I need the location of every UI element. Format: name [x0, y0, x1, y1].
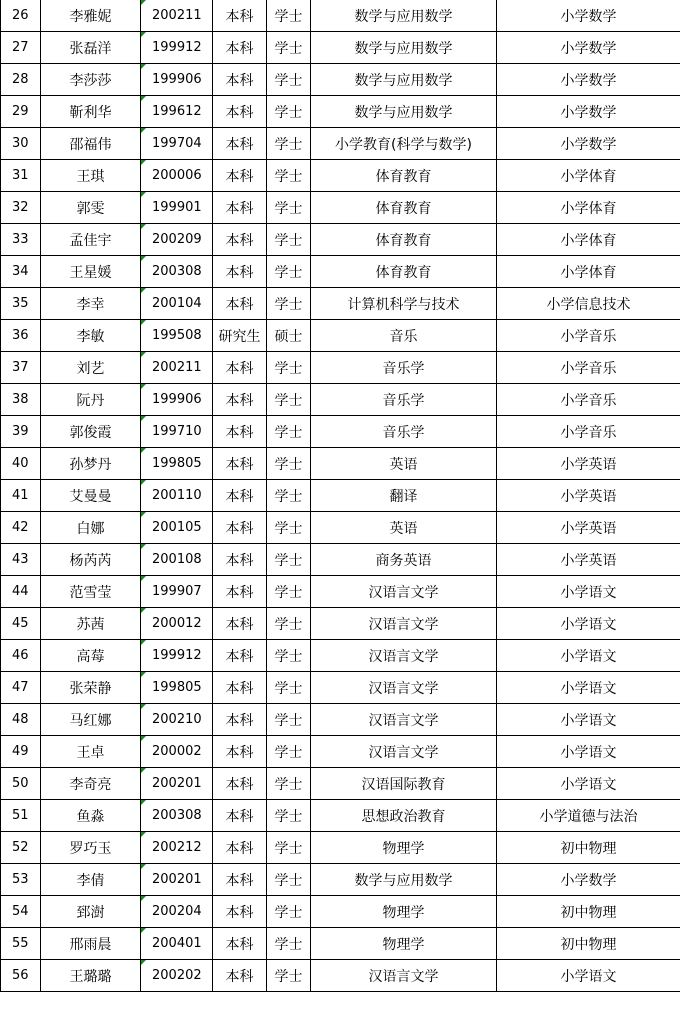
post-cell: 小学体育 [497, 160, 680, 192]
education-cell: 本科 [213, 448, 267, 480]
post-cell: 初中物理 [497, 928, 680, 960]
row-number-cell: 33 [1, 224, 41, 256]
name-cell: 郭雯 [41, 192, 141, 224]
birth-date-cell: 200201 [141, 768, 213, 800]
education-cell: 本科 [213, 128, 267, 160]
post-cell: 小学音乐 [497, 384, 680, 416]
degree-cell: 学士 [267, 96, 311, 128]
table-row [1, 480, 680, 512]
post-cell: 小学信息技术 [497, 288, 680, 320]
birth-date-cell: 199912 [141, 32, 213, 64]
name-cell: 苏茜 [41, 608, 141, 640]
birth-date-cell: 200104 [141, 288, 213, 320]
table-row [1, 64, 680, 96]
birth-date-cell: 199906 [141, 384, 213, 416]
post-cell: 小学语文 [497, 672, 680, 704]
name-cell: 阮丹 [41, 384, 141, 416]
table-row [1, 224, 680, 256]
row-number-cell: 37 [1, 352, 41, 384]
major-cell: 汉语言文学 [311, 704, 497, 736]
name-cell: 马红娜 [41, 704, 141, 736]
name-cell: 李奇亮 [41, 768, 141, 800]
degree-cell: 学士 [267, 64, 311, 96]
row-number-cell: 50 [1, 768, 41, 800]
post-cell: 小学音乐 [497, 352, 680, 384]
education-cell: 本科 [213, 64, 267, 96]
row-number-cell: 43 [1, 544, 41, 576]
row-number-cell: 49 [1, 736, 41, 768]
row-number-cell: 29 [1, 96, 41, 128]
birth-date-cell: 200308 [141, 800, 213, 832]
major-cell: 数学与应用数学 [311, 0, 497, 32]
name-cell: 王璐璐 [41, 960, 141, 992]
major-cell: 汉语言文学 [311, 576, 497, 608]
post-cell: 小学体育 [497, 192, 680, 224]
table-row [1, 96, 680, 128]
post-cell: 小学语文 [497, 576, 680, 608]
name-cell: 白娜 [41, 512, 141, 544]
table-row [1, 832, 680, 864]
table-row [1, 160, 680, 192]
birth-date-cell: 199612 [141, 96, 213, 128]
education-cell: 本科 [213, 864, 267, 896]
degree-cell: 学士 [267, 544, 311, 576]
table-row [1, 640, 680, 672]
birth-date-cell: 200401 [141, 928, 213, 960]
table-row [1, 864, 680, 896]
post-cell: 小学语文 [497, 736, 680, 768]
name-cell: 孙梦丹 [41, 448, 141, 480]
name-cell: 郭俊霞 [41, 416, 141, 448]
table-row [1, 416, 680, 448]
education-cell: 本科 [213, 384, 267, 416]
education-cell: 本科 [213, 480, 267, 512]
major-cell: 数学与应用数学 [311, 96, 497, 128]
degree-cell: 学士 [267, 736, 311, 768]
row-number-cell: 53 [1, 864, 41, 896]
education-cell: 本科 [213, 32, 267, 64]
name-cell: 王琪 [41, 160, 141, 192]
major-cell: 体育教育 [311, 192, 497, 224]
name-cell: 艾曼曼 [41, 480, 141, 512]
degree-cell: 学士 [267, 224, 311, 256]
degree-cell: 学士 [267, 32, 311, 64]
post-cell: 小学体育 [497, 224, 680, 256]
name-cell: 鱼淼 [41, 800, 141, 832]
row-number-cell: 44 [1, 576, 41, 608]
row-number-cell: 45 [1, 608, 41, 640]
name-cell: 李倩 [41, 864, 141, 896]
major-cell: 物理学 [311, 928, 497, 960]
education-cell: 本科 [213, 704, 267, 736]
name-cell: 范雪莹 [41, 576, 141, 608]
degree-cell: 硕士 [267, 320, 311, 352]
birth-date-cell: 200201 [141, 864, 213, 896]
table-row [1, 576, 680, 608]
degree-cell: 学士 [267, 480, 311, 512]
major-cell: 体育教育 [311, 224, 497, 256]
post-cell: 小学语文 [497, 640, 680, 672]
education-cell: 本科 [213, 288, 267, 320]
degree-cell: 学士 [267, 800, 311, 832]
row-number-cell: 36 [1, 320, 41, 352]
major-cell: 音乐学 [311, 416, 497, 448]
post-cell: 小学语文 [497, 960, 680, 992]
name-cell: 李敏 [41, 320, 141, 352]
post-cell: 小学音乐 [497, 320, 680, 352]
degree-cell: 学士 [267, 512, 311, 544]
row-number-cell: 31 [1, 160, 41, 192]
major-cell: 数学与应用数学 [311, 64, 497, 96]
education-cell: 本科 [213, 576, 267, 608]
post-cell: 小学数学 [497, 32, 680, 64]
table-row [1, 288, 680, 320]
post-cell: 小学数学 [497, 0, 680, 32]
row-number-cell: 40 [1, 448, 41, 480]
major-cell: 计算机科学与技术 [311, 288, 497, 320]
row-number-cell: 47 [1, 672, 41, 704]
education-cell: 本科 [213, 416, 267, 448]
table-row [1, 352, 680, 384]
table-row [1, 32, 680, 64]
row-number-cell: 41 [1, 480, 41, 512]
education-cell: 本科 [213, 896, 267, 928]
post-cell: 小学数学 [497, 96, 680, 128]
name-cell: 靳利华 [41, 96, 141, 128]
table-row [1, 128, 680, 160]
education-cell: 本科 [213, 0, 267, 32]
table-row [1, 736, 680, 768]
major-cell: 物理学 [311, 896, 497, 928]
major-cell: 数学与应用数学 [311, 32, 497, 64]
education-cell: 研究生 [213, 320, 267, 352]
row-number-cell: 48 [1, 704, 41, 736]
education-cell: 本科 [213, 256, 267, 288]
degree-cell: 学士 [267, 288, 311, 320]
major-cell: 汉语言文学 [311, 736, 497, 768]
birth-date-cell: 200105 [141, 512, 213, 544]
name-cell: 李幸 [41, 288, 141, 320]
degree-cell: 学士 [267, 160, 311, 192]
degree-cell: 学士 [267, 640, 311, 672]
table-row [1, 672, 680, 704]
birth-date-cell: 199710 [141, 416, 213, 448]
row-number-cell: 55 [1, 928, 41, 960]
name-cell: 李莎莎 [41, 64, 141, 96]
degree-cell: 学士 [267, 672, 311, 704]
row-number-cell: 56 [1, 960, 41, 992]
birth-date-cell: 200210 [141, 704, 213, 736]
row-number-cell: 32 [1, 192, 41, 224]
major-cell: 翻译 [311, 480, 497, 512]
birth-date-cell: 200002 [141, 736, 213, 768]
major-cell: 音乐学 [311, 384, 497, 416]
name-cell: 邵福伟 [41, 128, 141, 160]
major-cell: 英语 [311, 512, 497, 544]
row-number-cell: 39 [1, 416, 41, 448]
table-row [1, 192, 680, 224]
birth-date-cell: 200211 [141, 352, 213, 384]
major-cell: 音乐学 [311, 352, 497, 384]
major-cell: 音乐 [311, 320, 497, 352]
degree-cell: 学士 [267, 0, 311, 32]
education-cell: 本科 [213, 192, 267, 224]
major-cell: 汉语言文学 [311, 640, 497, 672]
education-cell: 本科 [213, 640, 267, 672]
education-cell: 本科 [213, 960, 267, 992]
education-cell: 本科 [213, 544, 267, 576]
post-cell: 小学英语 [497, 512, 680, 544]
major-cell: 汉语言文学 [311, 672, 497, 704]
birth-date-cell: 199906 [141, 64, 213, 96]
table-row [1, 704, 680, 736]
row-number-cell: 51 [1, 800, 41, 832]
education-cell: 本科 [213, 928, 267, 960]
roster-body [1, 0, 680, 992]
name-cell: 邢雨晨 [41, 928, 141, 960]
post-cell: 小学体育 [497, 256, 680, 288]
birth-date-cell: 200108 [141, 544, 213, 576]
name-cell: 张磊洋 [41, 32, 141, 64]
table-row [1, 896, 680, 928]
major-cell: 小学教育(科学与数学) [311, 128, 497, 160]
post-cell: 初中物理 [497, 896, 680, 928]
degree-cell: 学士 [267, 960, 311, 992]
birth-date-cell: 199805 [141, 448, 213, 480]
degree-cell: 学士 [267, 384, 311, 416]
birth-date-cell: 200209 [141, 224, 213, 256]
name-cell: 罗巧玉 [41, 832, 141, 864]
education-cell: 本科 [213, 832, 267, 864]
education-cell: 本科 [213, 96, 267, 128]
birth-date-cell: 200212 [141, 832, 213, 864]
row-number-cell: 46 [1, 640, 41, 672]
major-cell: 物理学 [311, 832, 497, 864]
degree-cell: 学士 [267, 832, 311, 864]
table-row [1, 928, 680, 960]
birth-date-cell: 200211 [141, 0, 213, 32]
education-cell: 本科 [213, 160, 267, 192]
name-cell: 高莓 [41, 640, 141, 672]
birth-date-cell: 200202 [141, 960, 213, 992]
post-cell: 小学语文 [497, 608, 680, 640]
table-row [1, 448, 680, 480]
table-row [1, 800, 680, 832]
post-cell: 小学语文 [497, 768, 680, 800]
major-cell: 体育教育 [311, 256, 497, 288]
birth-date-cell: 200308 [141, 256, 213, 288]
row-number-cell: 26 [1, 0, 41, 32]
degree-cell: 学士 [267, 608, 311, 640]
row-number-cell: 38 [1, 384, 41, 416]
post-cell: 小学英语 [497, 448, 680, 480]
post-cell: 小学英语 [497, 480, 680, 512]
table-row [1, 608, 680, 640]
name-cell: 刘艺 [41, 352, 141, 384]
name-cell: 郅澍 [41, 896, 141, 928]
major-cell: 思想政治教育 [311, 800, 497, 832]
education-cell: 本科 [213, 672, 267, 704]
table-row [1, 384, 680, 416]
major-cell: 数学与应用数学 [311, 864, 497, 896]
table-row [1, 256, 680, 288]
degree-cell: 学士 [267, 416, 311, 448]
major-cell: 英语 [311, 448, 497, 480]
education-cell: 本科 [213, 224, 267, 256]
education-cell: 本科 [213, 512, 267, 544]
major-cell: 商务英语 [311, 544, 497, 576]
major-cell: 体育教育 [311, 160, 497, 192]
name-cell: 杨芮芮 [41, 544, 141, 576]
row-number-cell: 30 [1, 128, 41, 160]
row-number-cell: 52 [1, 832, 41, 864]
degree-cell: 学士 [267, 576, 311, 608]
row-number-cell: 42 [1, 512, 41, 544]
table-row [1, 768, 680, 800]
birth-date-cell: 199901 [141, 192, 213, 224]
degree-cell: 学士 [267, 448, 311, 480]
table-row [1, 0, 680, 32]
row-number-cell: 27 [1, 32, 41, 64]
birth-date-cell: 200204 [141, 896, 213, 928]
table-row [1, 544, 680, 576]
row-number-cell: 54 [1, 896, 41, 928]
major-cell: 汉语言文学 [311, 608, 497, 640]
table-row [1, 320, 680, 352]
post-cell: 小学语文 [497, 704, 680, 736]
birth-date-cell: 199912 [141, 640, 213, 672]
birth-date-cell: 199704 [141, 128, 213, 160]
post-cell: 小学道德与法治 [497, 800, 680, 832]
degree-cell: 学士 [267, 928, 311, 960]
table-row [1, 512, 680, 544]
major-cell: 汉语国际教育 [311, 768, 497, 800]
education-cell: 本科 [213, 608, 267, 640]
degree-cell: 学士 [267, 896, 311, 928]
post-cell: 小学英语 [497, 544, 680, 576]
education-cell: 本科 [213, 736, 267, 768]
degree-cell: 学士 [267, 192, 311, 224]
degree-cell: 学士 [267, 768, 311, 800]
row-number-cell: 34 [1, 256, 41, 288]
post-cell: 小学数学 [497, 864, 680, 896]
birth-date-cell: 199508 [141, 320, 213, 352]
name-cell: 王星媛 [41, 256, 141, 288]
birth-date-cell: 200110 [141, 480, 213, 512]
degree-cell: 学士 [267, 128, 311, 160]
name-cell: 王卓 [41, 736, 141, 768]
education-cell: 本科 [213, 768, 267, 800]
birth-date-cell: 199805 [141, 672, 213, 704]
degree-cell: 学士 [267, 256, 311, 288]
name-cell: 李雅妮 [41, 0, 141, 32]
name-cell: 孟佳宇 [41, 224, 141, 256]
post-cell: 小学音乐 [497, 416, 680, 448]
row-number-cell: 28 [1, 64, 41, 96]
row-number-cell: 35 [1, 288, 41, 320]
degree-cell: 学士 [267, 704, 311, 736]
degree-cell: 学士 [267, 864, 311, 896]
post-cell: 初中物理 [497, 832, 680, 864]
birth-date-cell: 199907 [141, 576, 213, 608]
birth-date-cell: 200012 [141, 608, 213, 640]
education-cell: 本科 [213, 800, 267, 832]
education-cell: 本科 [213, 352, 267, 384]
table-row [1, 960, 680, 992]
post-cell: 小学数学 [497, 128, 680, 160]
name-cell: 张荣静 [41, 672, 141, 704]
birth-date-cell: 200006 [141, 160, 213, 192]
major-cell: 汉语言文学 [311, 960, 497, 992]
degree-cell: 学士 [267, 352, 311, 384]
post-cell: 小学数学 [497, 64, 680, 96]
